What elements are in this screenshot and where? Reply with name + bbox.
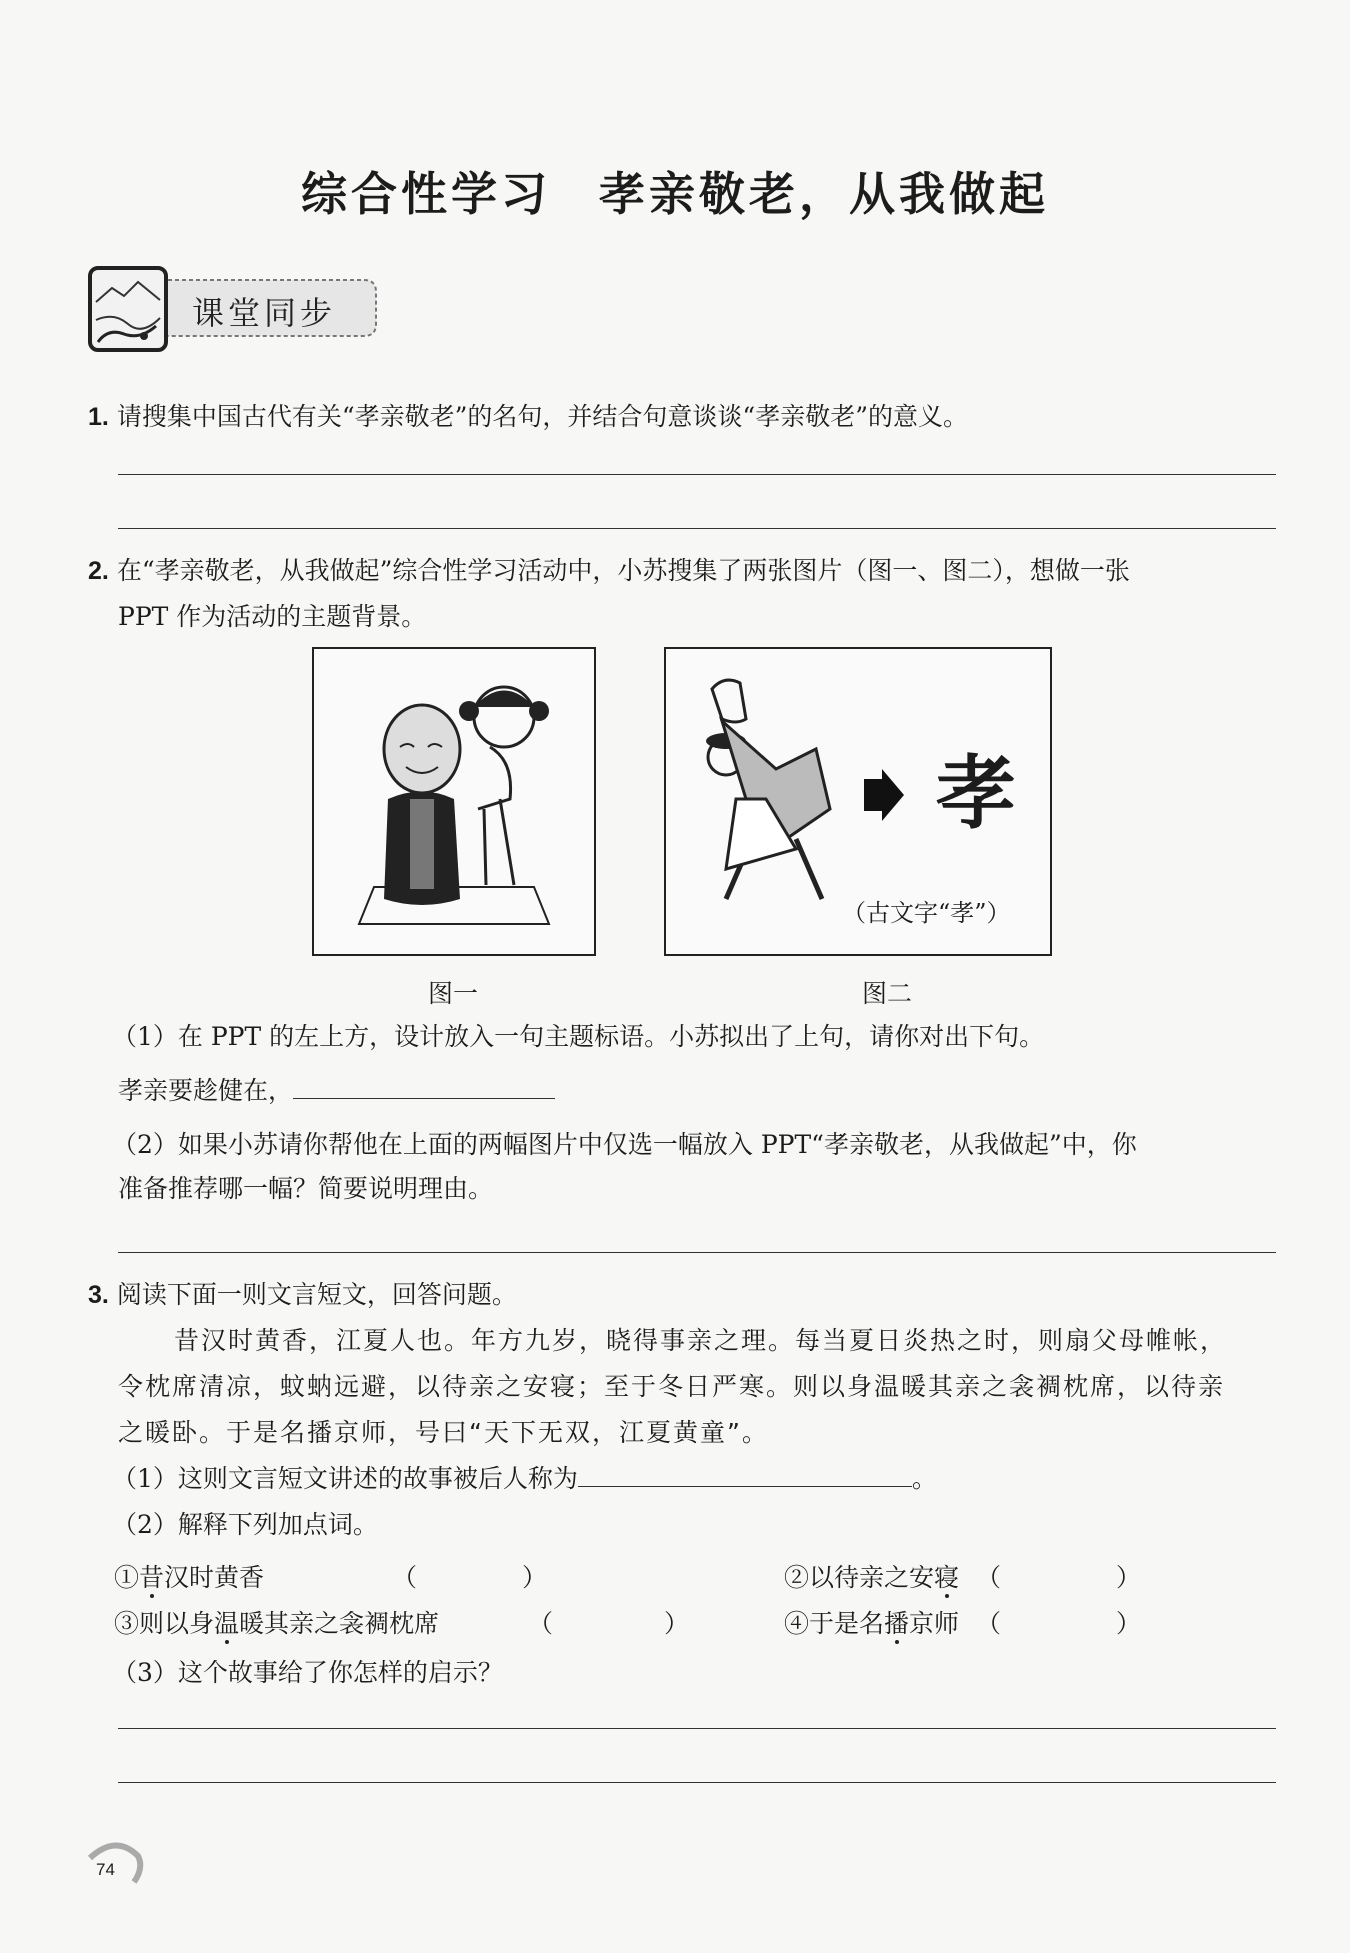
dotted-word: 温 xyxy=(214,1609,240,1638)
word-item-3: ③则以身温暖其亲之衾裯枕席 xyxy=(114,1609,440,1638)
answer-paren-open: （ xyxy=(976,1563,1002,1592)
word-item-2: ②以待亲之安寝 xyxy=(784,1563,960,1592)
answer-paren-open: （ xyxy=(976,1609,1002,1638)
word-item-4: ④于是名播京师 xyxy=(784,1609,960,1638)
page-number xyxy=(86,1838,146,1884)
title-part1: 综合性学习 xyxy=(301,167,551,221)
dotted-word: 播 xyxy=(884,1609,910,1638)
figure-2-caption: 图二 xyxy=(862,979,913,1008)
question-2-text-line1: 在“孝亲敬老，从我做起”综合性学习活动中，小苏搜集了两张图片（图一、图二），想做一张 xyxy=(116,556,1130,585)
answer-line[interactable] xyxy=(118,474,1276,475)
answer-line[interactable] xyxy=(118,1252,1276,1253)
answer-line[interactable] xyxy=(118,1728,1276,1729)
figure-2 xyxy=(664,647,1052,956)
question-2-line2: PPT 作为活动的主题背景。 xyxy=(118,602,427,631)
question-3-text: 阅读下面一则文言短文，回答问题。 xyxy=(116,1280,517,1309)
question-2-number: 2. xyxy=(88,557,109,585)
answer-paren-close: ） xyxy=(1116,1609,1142,1638)
passage-line-2: 令枕席清凉，蚊蚋远避，以待亲之安寝；至于冬日严寒。则以身温暖其亲之衾裯枕席，以待亲 xyxy=(118,1372,1226,1401)
ancient-xiao-glyph: 孝 xyxy=(936,746,1016,840)
grandmother-massage-illustration-icon xyxy=(314,649,594,954)
answer-paren-close: ） xyxy=(1116,1563,1142,1592)
answer-blank[interactable] xyxy=(293,1070,555,1099)
passage-line-1: 昔汉时黄香，江夏人也。年方九岁，晓得事亲之理。每当夏日炎热之时，则扇父母帷帐， xyxy=(174,1326,1228,1355)
question-3-sub2: （2）解释下列加点词。 xyxy=(112,1510,378,1539)
figure-2-note: （古文字“孝”） xyxy=(842,899,1011,927)
question-1-text: 请搜集中国古代有关“孝亲敬老”的名句，并结合句意谈谈“孝亲敬老”的意义。 xyxy=(116,402,968,431)
title-part2: 孝亲敬老，从我做起 xyxy=(599,167,1049,221)
section-badge-label: 课堂同步 xyxy=(192,294,337,332)
answer-paren-close: ） xyxy=(664,1609,690,1638)
figure-1-caption: 图一 xyxy=(428,979,479,1008)
question-3 xyxy=(88,1272,517,1318)
figure-1 xyxy=(312,647,596,956)
question-3-sub1-text: （1）这则文言短文讲述的故事被后人称为 xyxy=(112,1464,578,1493)
section-badge xyxy=(84,262,384,362)
question-2-sub2: （2）如果小苏请你帮他在上面的两幅图片中仅选一幅放入 PPT“孝亲敬老，从我做起”中，你 xyxy=(112,1130,1137,1159)
question-2-sub2-line2: 准备推荐哪一幅？简要说明理由。 xyxy=(118,1174,494,1203)
page-corner-icon xyxy=(86,1838,146,1884)
question-3-sub1 xyxy=(112,1456,937,1502)
answer-paren-open: （ xyxy=(392,1563,418,1592)
answer-line[interactable] xyxy=(118,1782,1276,1783)
page-title xyxy=(0,158,1350,224)
dotted-word: 寝 xyxy=(934,1563,960,1592)
answer-paren-close: ） xyxy=(522,1563,548,1592)
question-2-sub1-prompt xyxy=(118,1068,555,1114)
answer-paren-open: （ xyxy=(528,1609,554,1638)
question-2 xyxy=(88,548,1130,594)
question-1 xyxy=(88,394,968,440)
couplet-first-line: 孝亲要趁健在， xyxy=(118,1076,294,1105)
question-3-number: 3. xyxy=(88,1281,109,1309)
passage-line-3: 之暖卧。于是名播京师，号曰“天下无双，江夏黄童”。 xyxy=(118,1418,769,1447)
page-number-text: 74 xyxy=(96,1860,115,1879)
answer-blank[interactable] xyxy=(578,1458,912,1487)
word-item-1: ①昔汉时黄香 xyxy=(114,1563,265,1592)
question-2-sub1: （1）在 PPT 的左上方，设计放入一句主题标语。小苏拟出了上句，请你对出下句。 xyxy=(112,1022,1045,1051)
question-3-sub3: （3）这个故事给了你怎样的启示？ xyxy=(112,1658,503,1687)
period: 。 xyxy=(911,1464,937,1493)
dotted-word: 昔 xyxy=(139,1563,165,1592)
answer-line[interactable] xyxy=(118,528,1276,529)
question-1-number: 1. xyxy=(88,403,109,431)
